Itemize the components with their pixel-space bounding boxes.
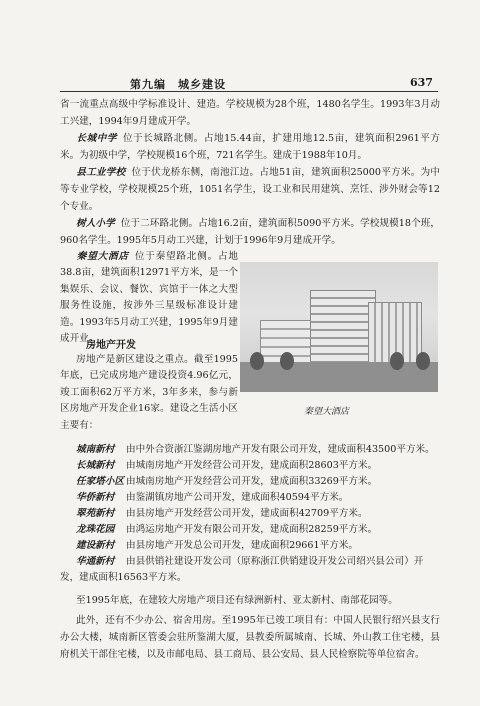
entry-text: 位于伏龙桥东侧，南池江边。占地51亩，建筑面积25000平方米。为中等专业学校，学校规模25个班，1051名学生，设工业和民用建筑、烹饪、涉外财会等12个专业。 bbox=[60, 167, 441, 212]
ground bbox=[240, 362, 438, 392]
entry-changcheng-school bbox=[60, 130, 440, 164]
community-row: 翠苑新村 由县房地产开发经营公司开发，建成面积42709平方米。 bbox=[76, 508, 368, 519]
building-center bbox=[310, 290, 376, 366]
header-rule bbox=[60, 91, 438, 92]
community-row: 华侨新村 由鉴湖镇房地产公司开发，建成面积40594平方米。 bbox=[76, 492, 349, 503]
entry-qinwang-hotel-line1 bbox=[60, 233, 440, 250]
section-title: 房地产开发 bbox=[86, 340, 136, 351]
entry-name: 县工业学校 bbox=[76, 167, 126, 178]
community-row: 建设新村 由县房地产开发总公司开发，建成面积29661平方米。 bbox=[76, 540, 358, 551]
hotel-photo bbox=[240, 262, 438, 392]
tree bbox=[390, 352, 404, 370]
tree bbox=[416, 352, 430, 370]
entry-name: 秦望大酒店 bbox=[76, 251, 129, 262]
entry-qinwang-hotel bbox=[60, 249, 238, 347]
realestate-intro: 房地产是新区建设之重点。截至1995年底，已完成房地产建设投资4.96亿元，竣工面积62万平方米，3年多来，参与新区房地产开发企业16家。建设之生活小区主要有： bbox=[60, 354, 238, 431]
community-row: 城南新村 由中外合资浙江鉴湖房地产开发有限公司开发，建成面积43500平方米。 bbox=[76, 444, 435, 455]
entry-text: 位于秦望路北侧。占地38.8亩，建筑面积12971平方米，是一个集娱乐、会议、餐饮、宾馆于一体之大型服务性设施，按涉外三星级标准设计建造。1993年5月动工兴建，1995年9月建成开业。 bbox=[60, 251, 239, 345]
closing-paragraph-2: 此外，还有不少办公、宿舍用房。至1995年已竣工项目有：中国人民银行绍兴县支行办公大楼，城南新区管委会驻所鉴湖大厦，县教委所属城南、长城、外山教工住宅楼，县府机关干部住宅楼，以及市邮电局、县工商局、县公安局、县人民检察院等单位宿舍。 bbox=[60, 615, 440, 660]
tree bbox=[250, 352, 264, 370]
page-number: 637 bbox=[410, 76, 433, 89]
photo-caption: 秦望大酒店 bbox=[304, 407, 350, 417]
community-row: 华通新村 由县供销社建设开发公司（原称浙江供销建设开发公司绍兴县公司）开发，建成面积16563平方米。 bbox=[60, 556, 424, 583]
entry-industrial-school bbox=[60, 164, 440, 215]
entry-text: 位于长城路北侧。占地15.44亩，扩建用地12.5亩，建筑面积2961平方米。为初级中学，学校规模16个班，721名学生。建成于1988年10月。 bbox=[60, 133, 440, 161]
community-row: 长城新村 由城南房地产开发经营公司开发，建成面积28603平方米。 bbox=[76, 460, 378, 471]
entry-name: 树人小学 bbox=[76, 218, 115, 229]
closing-paragraph-1: 至1995年底，在建较大房地产项目还有绿洲新村、亚太新村、南部花园等。 bbox=[76, 595, 398, 606]
entry-text: 位于二环路北侧。占地16.2亩，建筑面积5090平方米。学校规模18个班，960名学生。1995年5月动工兴建，计划于1996年9月建成开学。 bbox=[60, 218, 441, 246]
tree bbox=[280, 352, 294, 370]
paragraph-school-continued: 省一流重点高级中学标准设计、建造。学校规模为28个班，1480名学生。1993年3月动工兴建，1994年9月建成开学。 bbox=[60, 99, 440, 127]
community-row: 龙珠花园 由鸿运房地产开发有限公司开发，建成面积28259平方米。 bbox=[76, 524, 378, 535]
page-header: 第九编 城乡建设 bbox=[130, 78, 226, 91]
entry-name: 长城中学 bbox=[76, 133, 117, 144]
community-row: 任家塔小区 由城南房地产开发经营公司开发，建成面积33269平方米。 bbox=[76, 476, 378, 487]
